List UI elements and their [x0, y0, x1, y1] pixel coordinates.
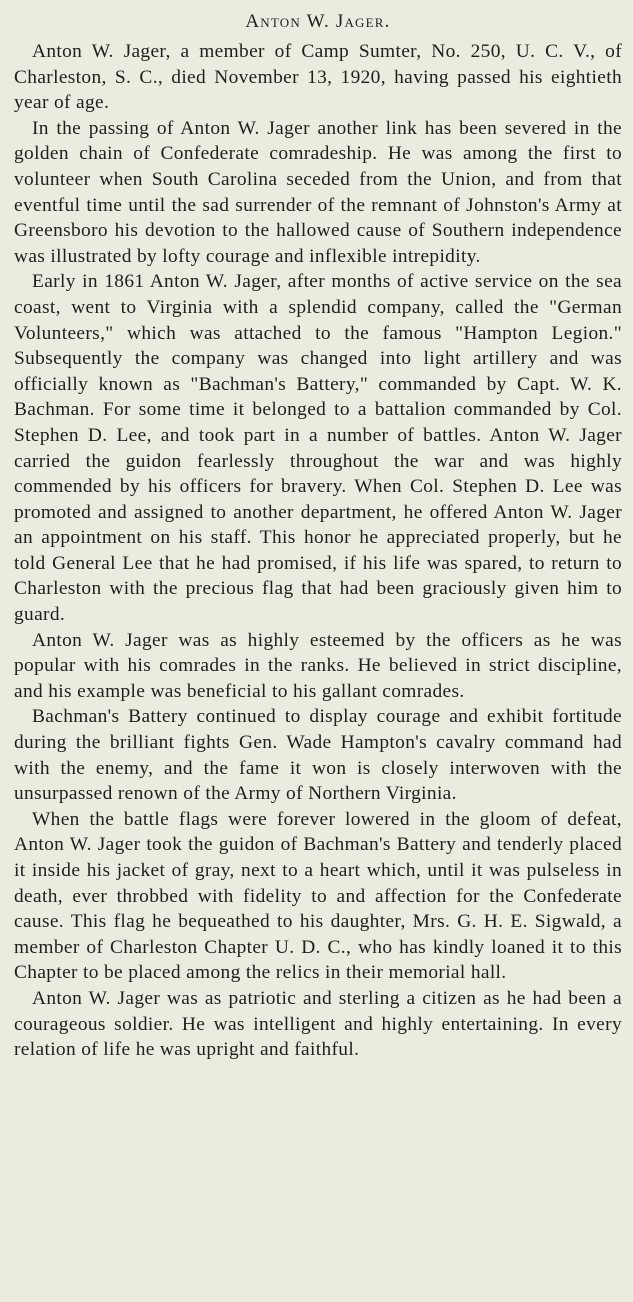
- article-paragraph: Early in 1861 Anton W. Jager, after months of active service on the sea coast, went to Virginia with a splendid company, called the "German Volunteers," which was attached to the famous "Hampton Legion." Subsequently the company was changed into light artillery and was officially known as "Bachman's Battery," commanded by Capt. W. K. Bachman. For some time it belonged to a battalion commanded by Col. Stephen D. Lee, and took part in a number of battles. Anton W. Jager carried the guidon fearlessly throughout the war and was highly commended by his officers for bravery. When Col. Stephen D. Lee was promoted and assigned to another department, he offered Anton W. Jager an appointment on his staff. This honor he appreciated properly, but he told General Lee that he had promised, if his life was spared, to return to Charleston with the precious flag that had been graciously given him to guard.: [14, 271, 622, 626]
- article-title: Anton W. Jager.: [245, 11, 391, 32]
- article-paragraph: Bachman's Battery continued to display courage and exhibit fortitude during the brilliant fights Gen. Wade Hampton's cavalry command had with the enemy, and the fame it won is closely interwoven with the unsurpassed renown of the Army of Northern Virginia.: [14, 706, 622, 805]
- article-paragraph: Anton W. Jager was as highly esteemed by the officers as he was popular with his comrades in the ranks. He believed in strict discipline, and his example was beneficial to his gallant comrades.: [14, 629, 622, 702]
- article-paragraph: When the battle flags were forever lowered in the gloom of defeat, Anton W. Jager took the guidon of Bachman's Battery and tenderly placed it inside his jacket of gray, next to a heart which, until it was pulseless in death, ever throbbed with fidelity to and affection for the Confederate cause. This flag he bequeathed to his daughter, Mrs. G. H. E. Sigwald, a member of Charleston Chapter U. D. C., who has kindly loaned it to this Chapter to be placed among the relics in their memorial hall.: [14, 808, 622, 984]
- article-paragraph: Anton W. Jager was as patriotic and sterling a citizen as he had been a courageous soldier. He was intelligent and highly entertaining. In every relation of life he was upright and faithful.: [14, 987, 622, 1061]
- article-paragraph: In the passing of Anton W. Jager another link has been severed in the golden chain of Confederate comradeship. He was among the first to volunteer when South Carolina seceded from the Union, and from that eventful time until the sad surrender of the remnant of Johnston's Army at Greensboro his devotion to the hallowed cause of Southern independence was illustrated by lofty courage and inflexible intrepidity.: [14, 117, 622, 267]
- article-paragraph: Anton W. Jager, a member of Camp Sumter, No. 250, U. C. V., of Charleston, S. C., died November 13, 1920, having passed his eightieth year of age.: [14, 41, 622, 114]
